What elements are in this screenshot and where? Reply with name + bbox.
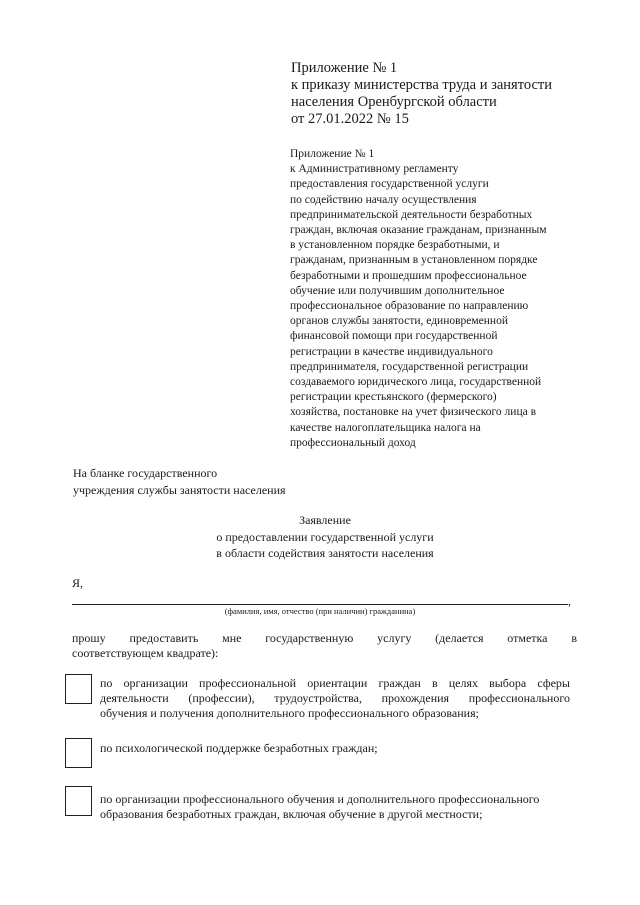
option-line [100,691,570,706]
order-annex-header [291,60,591,128]
regulation-annex-line: в установленном порядке безработными, и [290,239,500,252]
vocational-training-checkbox[interactable] [65,786,92,816]
request-word: мне [222,631,242,645]
psychological-support-checkbox[interactable] [65,738,92,768]
regulation-annex-line: профессиональное образование по направлению [290,300,529,313]
letterhead-line: учреждения службы занятости населения [73,483,286,497]
regulation-annex-header [290,147,590,451]
title-line: о предоставлении государственной услуги [216,529,434,544]
order-annex-line: Приложение № 1 [291,60,398,76]
option-word: деятельности [100,691,169,705]
option-word: целях [448,676,478,690]
option-word: в [431,676,438,690]
option-line: обучения и получения дополнительного профессионального образования; [100,706,479,720]
request-line [72,631,577,646]
request-text [72,631,577,661]
option-word: (профессии), [188,691,255,705]
career-guidance-checkbox[interactable] [65,674,92,704]
option-word: организации [123,676,188,690]
regulation-annex-line: граждан, включая оказание гражданам, признанным [290,224,547,237]
psychological-support-option [100,741,570,756]
request-word: в [571,631,577,645]
request-word: услугу [377,631,412,645]
letterhead-note [73,465,286,499]
document-title [150,512,500,562]
option-word: сферы [537,676,570,690]
regulation-annex-line: хозяйства, постановке на учет физического лица в [290,406,537,419]
applicant-pronoun: Я, [72,576,84,590]
option-word: граждан [378,676,421,690]
vocational-training-option [100,792,570,822]
regulation-annex-line: предпринимательской деятельности безработных [290,208,533,221]
request-word: (делается [435,631,484,645]
option-word: ориентации [307,676,368,690]
regulation-annex-line: органов службы занятости, единовременной [290,315,508,328]
regulation-annex-line: предпринимателя, государственной регистрации [290,360,529,373]
title-line: в области содействия занятости населения [216,546,434,560]
option-word: прохождения [381,691,450,705]
regulation-annex-line: обучение или получившим дополнительное [290,284,505,297]
regulation-annex-line: профессиональный доход [290,436,416,449]
request-line: соответствующем квадрате): [72,646,219,660]
request-word: предоставить [129,631,199,645]
regulation-annex-line: создаваемого юридического лица, государственной [290,376,542,389]
regulation-annex-line: к Административному регламенту [290,163,459,176]
regulation-annex-line: регистрации крестьянского (фермерского) [290,391,497,404]
regulation-annex-line: финансовой помощи при государственной [290,330,498,343]
applicant-name-field[interactable] [72,604,568,605]
title-line: Заявление [299,513,351,527]
option-line: по организации профессионального обучения и дополнительного профессионального [100,792,540,806]
regulation-annex-line: регистрации в качестве индивидуального [290,345,493,358]
regulation-annex-line: по содействию началу осуществления [290,193,477,206]
career-guidance-option [100,676,570,721]
option-word: профессиональной [199,676,297,690]
applicant-name-caption: (фамилия, имя, отчество (при наличии) гражданина) [224,606,416,616]
regulation-annex-line: качестве налогоплательщика налога на [290,421,481,434]
regulation-annex-line: предоставления государственной услуги [290,178,489,191]
request-word: прошу [72,631,106,645]
order-annex-line: к приказу министерства труда и занятости [291,77,553,93]
option-line [100,676,570,691]
applicant-name-comma: , [568,594,571,608]
regulation-annex-line: Приложение № 1 [290,148,375,160]
request-word: государственную [265,631,354,645]
option-word: профессионального [468,691,570,705]
regulation-annex-line: гражданам, признанным в установленном порядке [290,254,538,267]
regulation-annex-line: безработными и прошедшим профессиональное [290,269,527,282]
option-word: по [100,676,113,690]
order-annex-line: от 27.01.2022 № 15 [291,111,409,127]
letterhead-line: На бланке государственного [73,466,218,480]
option-line: по психологической поддержке безработных граждан; [100,741,378,755]
option-word: выбора [489,676,527,690]
order-annex-line: населения Оренбургской области [291,94,497,110]
request-word: отметка [507,631,548,645]
option-line: образования безработных граждан, включая обучение в другой местности; [100,807,483,821]
option-word: трудоустройства, [274,691,362,705]
